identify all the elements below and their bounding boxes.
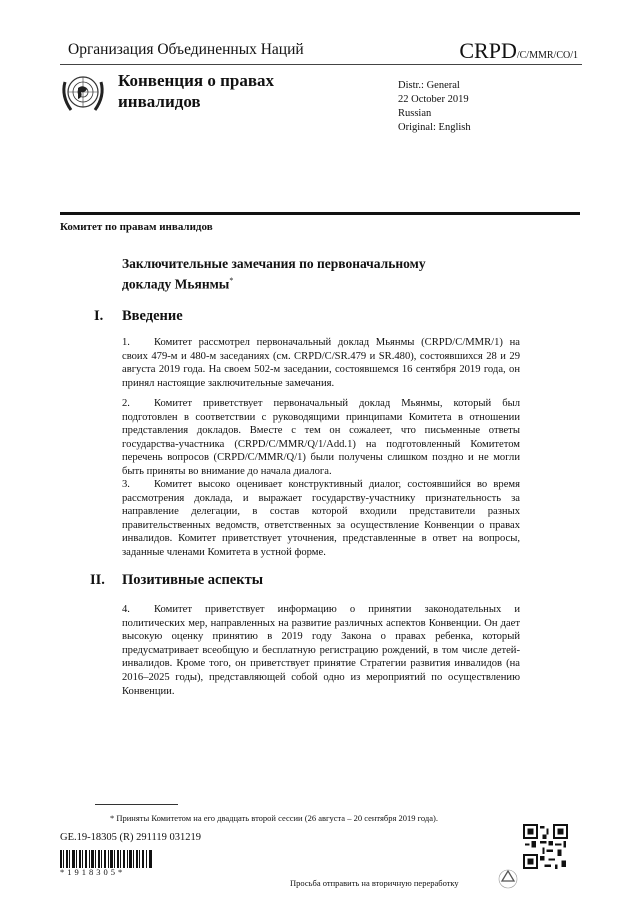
paragraph [122,478,520,560]
paragraph [122,603,520,698]
convention-line-2: инвалидов [118,92,201,111]
organization-name: Организация Объединенных Наций [68,41,304,58]
section-number: I. [94,308,104,324]
language: Russian [398,108,432,119]
title-line-1: Заключительные замечания по первоначальному [122,256,426,271]
paragraph-text: Комитет рассмотрел первоначальный доклад Мьянмы (CRPD/C/MMR/1) на своих 479-м и 480-м заседаниях (см. CRPD/C/SR.479 и SR.480), состоявшихся 28 и 29 августа 2019 года. На своем 502-м заседании, состоявшемся 16 сентября 2019 года, он принял настоящие заключительные замечания. [122,337,520,389]
date: 22 October 2019 [398,94,469,105]
title-line-2: докладу Мьянмы [122,276,230,292]
paragraph-text: Комитет приветствует первоначальный доклад Мьянмы, который был подготовлен в соответствии с руководящими принципами Комитета в отношении представления докладов. Вместе с тем он сожалеет, что письменные ответы государства-участника (CRPD/C/MMR/Q/1/Add.1) на подготовленный Комитетом перечень вопросов (CRPD/C/MMR/Q/1) были получены слишком поздно и не могли быть приняты во внимание до начала диалога. [122,398,520,477]
paragraph [122,397,520,479]
paragraph [122,336,520,390]
un-emblem-icon [58,68,108,118]
footnote: * Приняты Комитетом на его двадцать второй сессии (26 августа – 20 сентября 2019 года). [110,813,438,823]
paragraph-text: Комитет высоко оценивает конструктивный диалог, состоявшийся во время рассмотрения доклада, и выражает государству-участнику признательность за направление делегации, в состав которой входили представители разных правительственных ведомств, ответственных за осуществление Конвенции о правах инвалидов. Комитет приветствует уточнения, представленные в ответ на вопросы, заданные членами Комитета в устной форме. [122,479,520,558]
distribution-info [398,79,471,135]
section-label: Введение [122,308,183,324]
barcode-icon [60,850,152,868]
qr-code-icon [523,824,568,869]
committee-name: Комитет по правам инвалидов [60,221,213,233]
convention-title [118,70,274,112]
paragraph-number: 3. [122,479,130,490]
section-label: Позитивные аспекты [122,572,264,588]
header-rule [60,64,582,65]
recycle-icon [497,868,519,890]
symbol-main: CRPD [459,38,517,63]
original-language: Original: English [398,122,471,133]
paragraph-text: Комитет приветствует информацию о принятии законодательных и политических мер, направленных на развитие различных аспектов Конвенции. Он дает высокую оценку принятию в 2019 году Закона о правах ребенка, который предусматривает всеобщую и бесплатную регистрацию рождений, в том числе детей-инвалидов. Кроме того, он приветствует принятие Стратегии развития инвалидов (на 2016–2025 годы), представляющей собой одно из мероприятий по осуществлению Конвенции. [122,604,520,697]
section-number: II. [90,572,105,588]
job-number: GE.19-18305 (R) 291119 031219 [60,832,201,843]
document-title [122,255,426,293]
paragraph-number: 4. [122,604,130,615]
document-symbol [459,38,578,64]
distr: Distr.: General [398,80,460,91]
recycle-note: Просьба отправить на вторичную переработку [290,878,459,888]
footnote-mark: * [229,276,234,285]
paragraph-number: 2. [122,398,130,409]
footnote-rule [95,804,178,805]
barcode-number: *1918305* [60,867,126,877]
symbol-suffix: /C/MMR/CO/1 [516,50,578,61]
thick-rule [60,212,580,215]
paragraph-number: 1. [122,337,130,348]
convention-line-1: Конвенция о правах [118,71,275,90]
